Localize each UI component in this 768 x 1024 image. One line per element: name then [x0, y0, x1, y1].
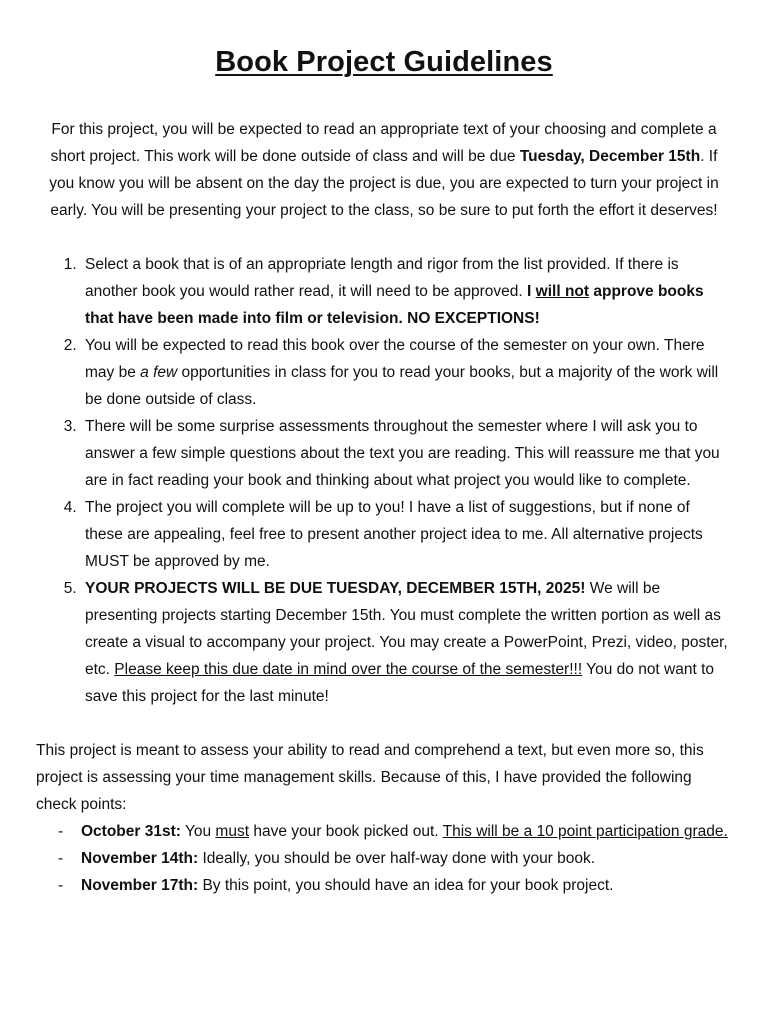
page-title-text: Book Project Guidelines — [215, 46, 553, 78]
guideline-2-text-1: You will be expected to read this book over the course of the semester on your own. There may be — [85, 337, 705, 381]
intro-paragraph — [36, 116, 732, 224]
guideline-item-4 — [81, 494, 732, 575]
intro-text-1: For this project, you will be expected to read an appropriate text of your choosing and complete a short project. This work will be done outside of class and will be due — [50, 121, 717, 165]
guideline-1-text: Select a book that is of an appropriate length and rigor from the list provided. If there is another book you would rather read, it will need to be approved. — [85, 256, 679, 300]
guideline-1-bold-underline: will not — [535, 283, 590, 300]
checkpoint-3-text: By this point, you should have an idea for your book project. — [198, 877, 614, 894]
page-title — [36, 0, 732, 80]
guideline-4-text: The project you will complete will be up to you! I have a list of suggestions, but if none of these are appealing, feel free to present another project idea to me. All alternative projects MUST be approved by me. — [85, 499, 703, 570]
checkpoint-2-label: November 14th: — [81, 850, 199, 867]
guideline-item-3 — [81, 413, 732, 494]
dash-bullet: - — [58, 850, 64, 867]
guideline-5-text-2: You do not want to save this project for the last minute! — [85, 661, 715, 705]
guideline-5-underline: Please keep this due date in mind over the course of the semester!!! — [114, 661, 583, 678]
intro-text-2: . If you know you will be absent on the day the project is due, you are expected to turn your project in early. You will be presenting your project to the class, so be sure to put forth the effort it deserves! — [49, 148, 719, 219]
dash-bullet: - — [58, 823, 64, 840]
guideline-item-5 — [81, 575, 732, 710]
checkpoint-item-3 — [36, 872, 732, 899]
checkpoint-1-label: October 31st: — [81, 823, 181, 840]
dash-bullet: - — [58, 877, 64, 894]
checkpoint-list — [36, 818, 732, 899]
closing-paragraph: This project is meant to assess your ability to read and comprehend a text, but even more so, this project is assessing your time management skills. Because of this, I have provided the following check points: — [36, 742, 704, 813]
checkpoint-1-underline-1: must — [215, 823, 250, 840]
guideline-1-bold-b: approve books that have been made into film or television. NO EXCEPTIONS! — [85, 283, 704, 327]
guideline-5-text-1: We will be presenting projects starting December 15th. You must complete the written portion as well as create a visual to accompany your project. You may create a PowerPoint, Prezi, video, poster, etc. — [85, 580, 728, 678]
checkpoint-1-text-2: have your book picked out. — [249, 823, 443, 840]
guideline-item-2 — [81, 332, 732, 413]
guideline-3-text: There will be some surprise assessments throughout the semester where I will ask you to answer a few simple questions about the text you are reading. This will reassure me that you are in fact reading your book and thinking about what project you would like to complete. — [85, 418, 720, 489]
guideline-1-bold-a: I — [527, 283, 536, 300]
intro-due-date: Tuesday, December 15th — [519, 148, 701, 165]
checkpoint-1-underline-2: This will be a 10 point participation grade. — [442, 823, 728, 840]
guideline-2-text-2: opportunities in class for you to read your books, but a majority of the work will be done outside of class. — [85, 364, 719, 408]
guideline-5-bold: YOUR PROJECTS WILL BE DUE TUESDAY, DECEMBER 15TH, 2025! — [85, 580, 586, 597]
guideline-item-1 — [81, 251, 732, 332]
checkpoint-item-2 — [36, 845, 732, 872]
checkpoint-item-1 — [36, 818, 732, 845]
checkpoint-3-label: November 17th: — [81, 877, 199, 894]
guidelines-list — [36, 251, 732, 710]
checkpoint-2-text: Ideally, you should be over half-way done with your book. — [198, 850, 596, 867]
guideline-2-italic: a few — [140, 364, 178, 381]
checkpoint-1-text-1: You — [180, 823, 216, 840]
